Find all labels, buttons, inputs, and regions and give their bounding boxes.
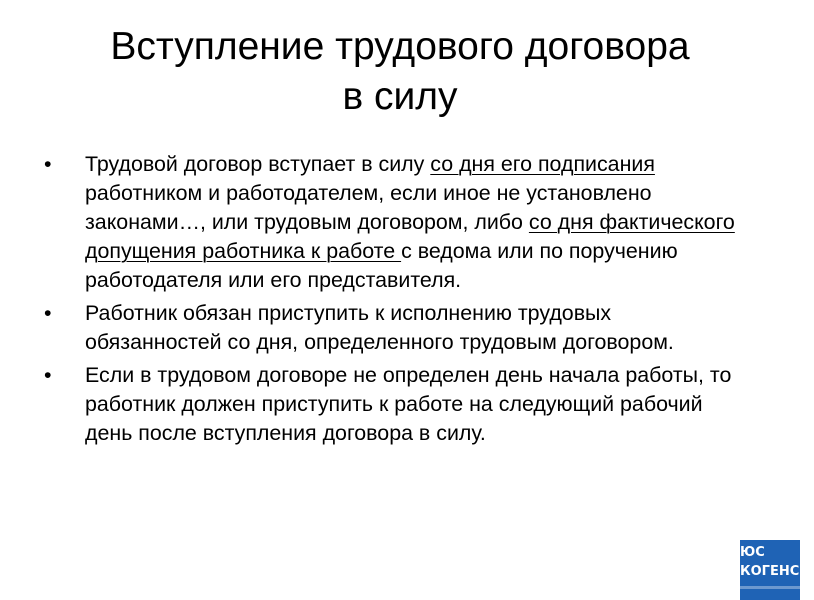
bullet-list: [44, 150, 744, 452]
bullet-item-1: [44, 150, 744, 295]
bullet-1-text-a: Трудовой договор вступает в силу: [85, 152, 431, 176]
bullet-marker: •: [44, 152, 52, 176]
bullet-marker: •: [44, 301, 52, 325]
slide-title-line-2: в силу: [342, 75, 458, 118]
bullet-1-text-b: работником и работодателем, если иное не установлено законами…, или трудовым договором, либо: [85, 181, 652, 234]
company-logo: [740, 540, 814, 600]
logo-stripe: [740, 586, 800, 589]
slide-title-line-1: Вступление трудового договора: [110, 25, 690, 68]
bullet-marker: •: [44, 363, 52, 387]
logo-text-line-1: ЮС: [740, 545, 765, 560]
bullet-1-underlined-signing: со дня его подписания: [430, 152, 655, 176]
slide-title: [40, 22, 760, 122]
bullet-2-text: Работник обязан приступить к исполнению трудовых обязанностей со дня, определенного трудовым договором.: [85, 301, 674, 354]
bullet-item-2: [44, 299, 744, 357]
logo-text-line-2: КОГЕНС К: [740, 564, 814, 579]
bullet-1-text-c: с ведома или по поручению работодателя или его представителя.: [85, 239, 678, 292]
bullet-1-underlined-admission: со дня фактического допущения работника к работе: [85, 210, 735, 263]
bullet-item-3: [44, 361, 744, 448]
bullet-3-text: Если в трудовом договоре не определен день начала работы, то работник должен приступить к работе на следующий рабочий день после вступления договора в силу.: [85, 363, 732, 445]
